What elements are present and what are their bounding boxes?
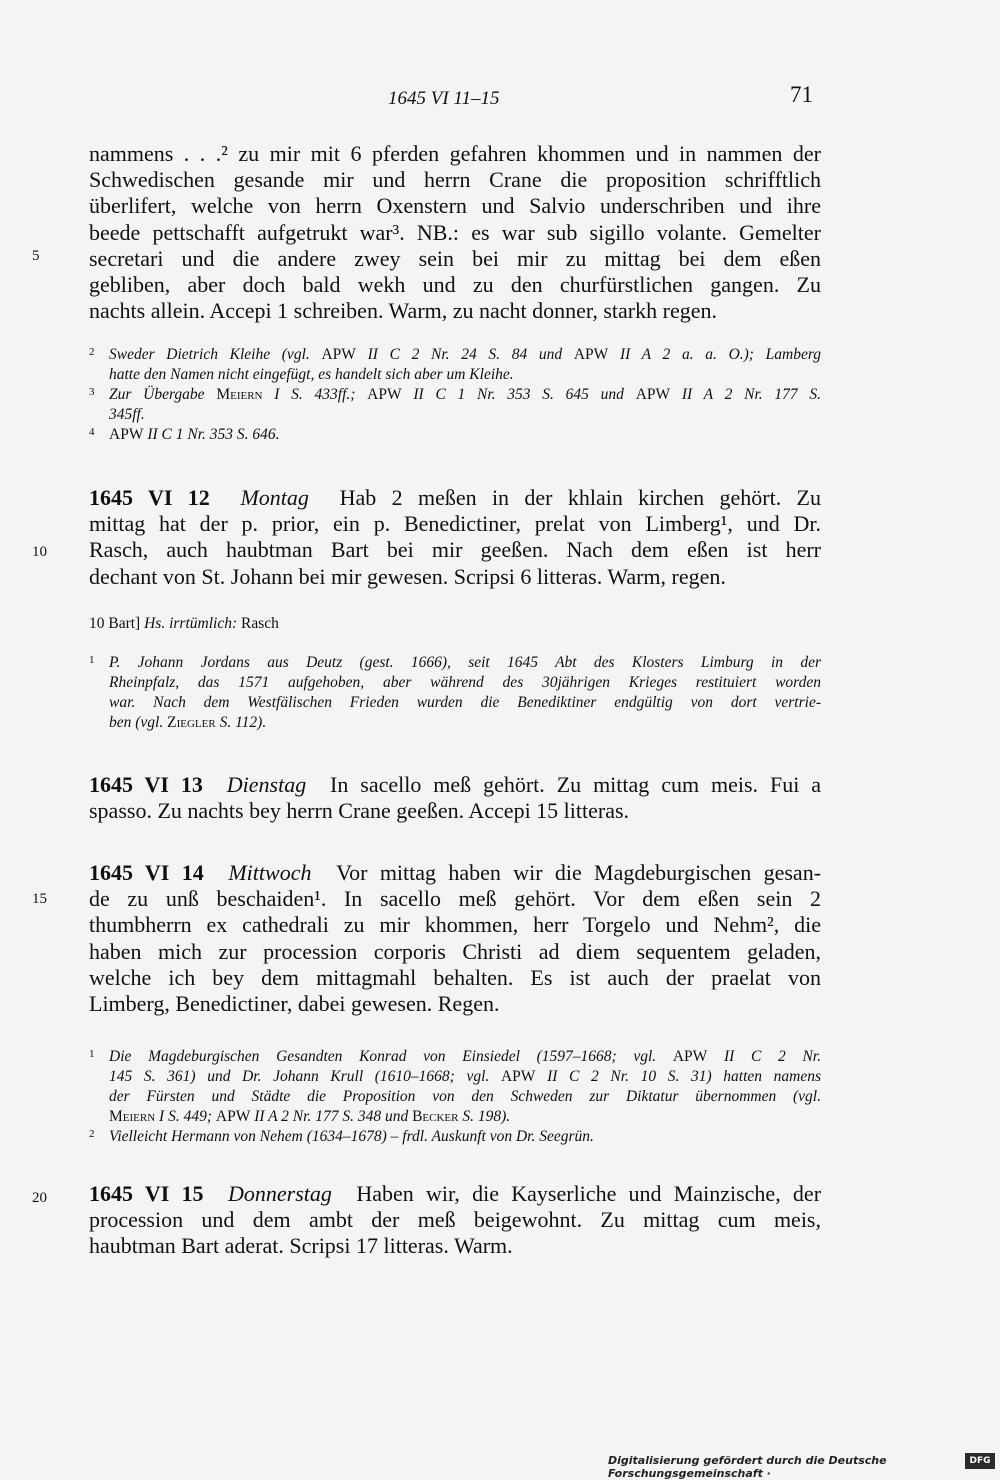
line-number: 15	[32, 891, 47, 907]
dfg-logo: DFG	[965, 1453, 995, 1469]
entry-1645-vi-12: 1645 VI 12 Montag Hab 2 meßen in der khlain kirchen gehört. Zu mittag hat der p. prior, ein p. Benedictiner, prelat von Limberg¹, und Dr. Rasch, auch haubtman Bart bei mir geeßen. Nach dem eßen ist herr dechant von St. Johann bei mir gewesen. Scripsi 6 litteras. Warm, regen.	[89, 485, 821, 589]
footnotes-vi-11	[89, 345, 821, 445]
line-number: 5	[32, 248, 40, 264]
running-header: 1645 VI 11–15	[388, 88, 500, 109]
entry-1645-vi-15: 1645 VI 15 Donnerstag Haben wir, die Kayserliche und Mainzische, der procession und dem ambt der meß beigewohnt. Zu mittag cum meis, haubtman Bart aderat. Scripsi 17 litteras. Warm.	[89, 1181, 822, 1259]
footnote: 3 Zur Übergabe Meiern I S. 433ff.; APW II C 1 Nr. 353 S. 645 und APW II A 2 Nr. 177 S. 345ff.	[89, 386, 822, 423]
entry-1645-vi-13: 1645 VI 13 Dienstag In sacello meß gehört. Zu mittag cum meis. Fui a spasso. Zu nachts bey herrn Crane geeßen. Accepi 15 litteras.	[89, 772, 822, 824]
footnote: 2 Sweder Dietrich Kleihe (vgl. APW II C 2 Nr. 24 S. 84 und APW II A 2 a. a. O.); Lamberg hatte den Namen nicht eingefügt, es handelt sich aber um Kleihe.	[89, 346, 822, 383]
footnotes-vi-12	[89, 653, 821, 733]
apparatus-note: 10 Bart] Hs. irrtümlich: Rasch	[89, 615, 279, 632]
footnote: 2 Vielleicht Hermann von Nehem (1634–1678) – frdl. Auskunft von Dr. Seegrün.	[89, 1128, 594, 1145]
entry-1645-vi-14: 1645 VI 14 Mittwoch Vor mittag haben wir die Magdeburgischen gesan- de zu unß beschaiden¹. In sacello meß gehört. Vor dem eßen sein 2 thumbherrn ex cathedrali zu mir khommen, herr Torgelo und Nehm², die haben mich zur procession corporis Christi ad diem sequentem geladen, welche ich bey dem mittagmahl behalten. Es ist auch der praelat von Limberg, Benedictiner, dabei gewesen. Regen.	[89, 860, 822, 1017]
footnotes-vi-14	[89, 1047, 821, 1147]
footnote: 1 Die Magdeburgischen Gesandten Konrad von Einsiedel (1597–1668; vgl. APW II C 2 Nr. 145 S. 361) und Dr. Johann Krull (1610–1668; vgl. APW II C 2 Nr. 10 S. 31) hatten namens der Fürsten und Städte die Proposition von den Schweden zur Diktatur übernommen (vgl. Meiern I S. 449; APW II A 2 Nr. 177 S. 348 und Becker S. 198).	[89, 1048, 822, 1125]
line-number: 20	[32, 1190, 47, 1206]
footnote: 4 APW II C 1 Nr. 353 S. 646.	[89, 426, 280, 443]
digitization-credit: Digitalisierung gefördert durch die Deutsche Forschungsgemeinschaft ·	[608, 1454, 887, 1480]
page-number: 71	[790, 82, 813, 107]
line-number: 10	[32, 544, 47, 560]
footnote: 1 P. Johann Jordans aus Deutz (gest. 1666), seit 1645 Abt des Klosters Limburg in der Rheinpfalz, das 1571 aufgehoben, aber während des 30jährigen Krieges restituiert worden war. Nach dem Westfälischen Frieden wurden die Benediktiner endgültig von dort vertrie- ben (vgl. Ziegler S. 112).	[89, 654, 821, 731]
entry-1645-vi-11: nammens . . .² zu mir mit 6 pferden gefahren khommen und in nammen der Schwedischen gesande mir und herrn Crane die proposition schrifftlich überlifert, welche von herrn Oxenstern und Salvio underschriben und ihre beede pettschafft aufgetrukt war³. NB.: es war sub sigillo volante. Gemelter secretari und die andere zwey sein bei mir zu mittag bei dem eßen gebliben, aber doch bald wekh und zu den churfürstlichen gangen. Zu nachts allein. Accepi 1 schreiben. Warm, zu nacht donner, starkh regen.	[89, 141, 821, 324]
